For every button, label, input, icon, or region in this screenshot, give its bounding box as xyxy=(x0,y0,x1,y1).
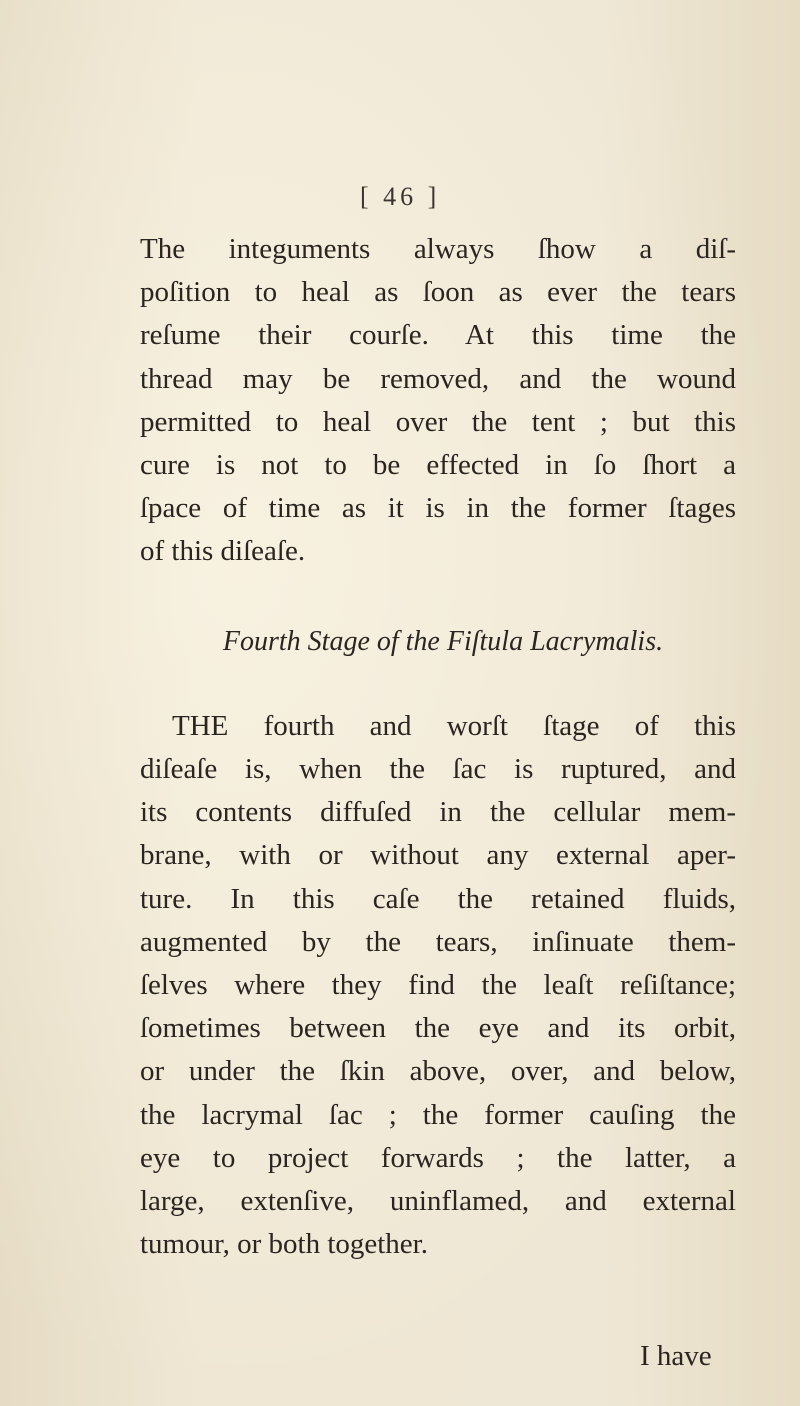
text-line: ture. In this caſe the retained fluids, xyxy=(140,882,736,915)
text-line: ſpace of time as it is in the former ſtages xyxy=(140,492,736,525)
text-line: The integuments always ſhow a diſ- xyxy=(140,233,736,265)
text-line: eye to project forwards ; the latter, a xyxy=(140,1141,736,1174)
text-line: tumour, or both together. xyxy=(140,1228,428,1261)
text-line: brane, with or without any external aper- xyxy=(140,839,736,872)
paragraph-1 xyxy=(140,228,736,574)
text-line: of this diſeaſe. xyxy=(140,535,306,568)
text-line: augmented by the tears, inſinuate them- xyxy=(140,925,736,958)
page-number: [ 46 ] xyxy=(360,182,441,211)
text-line: large, extenſive, uninflamed, and external xyxy=(140,1185,736,1218)
text-line: cure is not to be effected in ſo ſhort a xyxy=(140,449,736,482)
text-line: or under the ſkin above, over, and below, xyxy=(140,1055,736,1088)
text-block xyxy=(140,228,736,1266)
text-line: reſume their courſe. At this time the xyxy=(140,319,736,352)
text-line: ſelves where they find the leaſt reſiſtance; xyxy=(140,969,736,1002)
catchword: I have xyxy=(640,1340,712,1372)
text-line: poſition to heal as ſoon as ever the tears xyxy=(140,276,736,309)
text-line: the lacrymal ſac ; the former cauſing the xyxy=(140,1098,736,1131)
text-line: ſometimes between the eye and its orbit, xyxy=(140,1012,736,1045)
text-line: its contents diffuſed in the cellular mem- xyxy=(140,796,736,829)
text-line: THE fourth and worſt ſtage of this xyxy=(172,709,736,742)
text-line: permitted to heal over the tent ; but this xyxy=(140,405,736,438)
text-line: diſeaſe is, when the ſac is ruptured, and xyxy=(140,753,736,786)
text-line: thread may be removed, and the wound xyxy=(140,362,736,395)
paragraph-2 xyxy=(140,705,736,1267)
section-heading: Fourth Stage of the Fiſtula Lacrymalis. xyxy=(222,625,664,657)
